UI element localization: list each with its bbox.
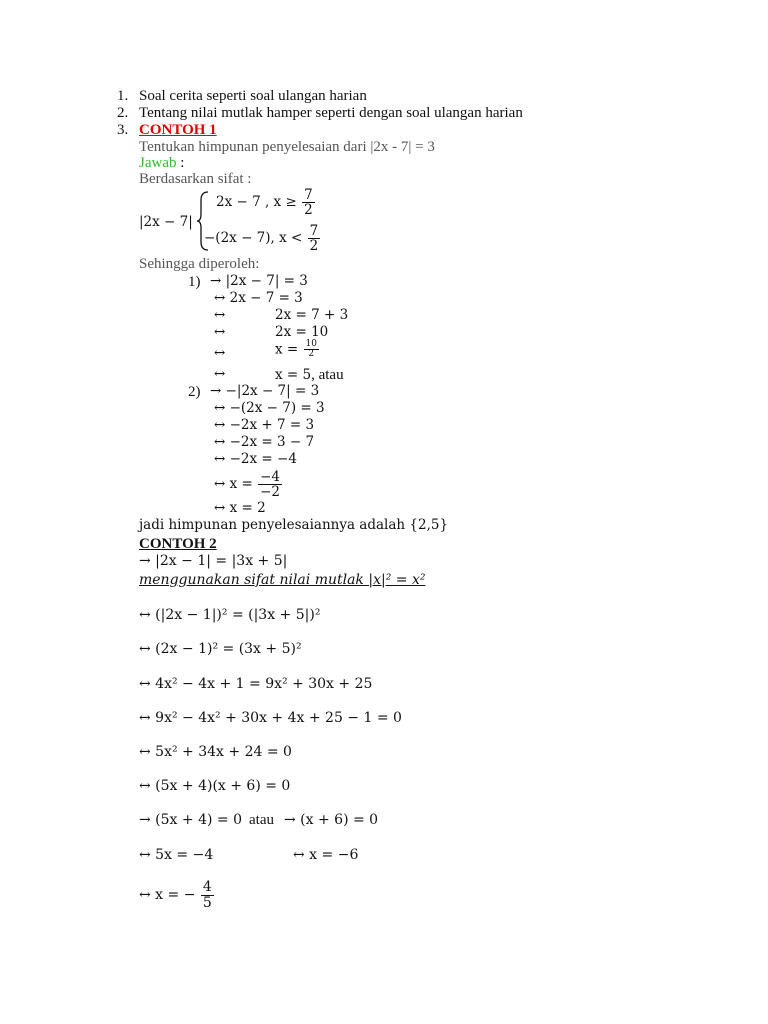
p1-line5 <box>275 340 320 360</box>
p1-line6 <box>275 368 344 383</box>
piecewise-case1 <box>216 188 316 217</box>
p1-line4: 2x = 10 <box>275 324 329 340</box>
p1-line5-lhs: x = <box>275 341 299 358</box>
berdasarkan-sifat: Berdasarkan sifat : <box>139 171 252 187</box>
list-item-1: Soal cerita seperti soal ulangan harian <box>139 88 367 104</box>
p1-line2: ↔ 2x − 7 = 3 <box>214 290 303 306</box>
c2-step2: ↔ (2x − 1)² = (3x + 5)² <box>139 641 302 657</box>
p1-line1: → |2x − 7| = 3 <box>210 273 308 289</box>
list-num-1: 1. <box>117 88 129 104</box>
frac-num: 4 <box>202 879 212 895</box>
c2-split-right: → (x + 6) = 0 <box>284 812 379 828</box>
c2-res-left: ↔ 5x = −4 <box>139 847 214 863</box>
p2-line3: ↔ −2x + 7 = 3 <box>214 417 315 433</box>
p2-line7: ↔ x = 2 <box>214 500 266 516</box>
sehingga: Sehingga diperoleh: <box>139 256 260 272</box>
frac-den: 2 <box>309 238 319 255</box>
p1-line3: 2x = 7 + 3 <box>275 307 349 323</box>
jawab-label: Jawab <box>139 155 177 171</box>
p1-arrow5: ↔ <box>214 345 226 361</box>
contoh2-line1: → |2x − 1| = |3x + 5| <box>139 553 288 569</box>
c2-split-left: → (5x + 4) = 0 <box>139 812 242 828</box>
fraction-7-2-a <box>302 188 315 217</box>
c2-step5: ↔ 5x² + 34x + 24 = 0 <box>139 744 292 760</box>
c2-final <box>139 880 215 910</box>
p2-line6 <box>214 470 283 499</box>
p2-line6-lhs: ↔ x = <box>214 476 253 493</box>
contoh1-title: CONTOH 1 <box>139 122 217 138</box>
p1-arrow4: ↔ <box>214 324 226 340</box>
c2-step3: ↔ 4x² − 4x + 1 = 9x² + 30x + 25 <box>139 676 373 692</box>
case2-text: −(2x − 7), x < <box>204 230 303 247</box>
contoh1-question: Tentukan himpunan penyelesaian dari |2x - 7| = 3 <box>139 139 435 155</box>
frac-den: 5 <box>202 894 212 911</box>
p2-line2: ↔ −(2x − 7) = 3 <box>214 400 325 416</box>
jawab-colon: : <box>176 155 185 171</box>
piecewise-case2 <box>204 224 321 253</box>
piecewise-lhs: |2x − 7| <box>139 214 193 230</box>
list-item-2: Tentang nilai mutlak hamper seperti dengan soal ulangan harian <box>139 105 523 121</box>
c2-final-lhs: ↔ x = − <box>139 887 196 904</box>
fraction-4-5 <box>201 880 214 910</box>
list-num-2: 2. <box>117 105 129 121</box>
list-num-3: 3. <box>117 122 129 138</box>
frac-den: 2 <box>308 349 315 360</box>
frac-den: 2 <box>304 202 313 219</box>
contoh1-conclusion: jadi himpunan penyelesaiannya adalah {2,5} <box>139 517 449 533</box>
c2-split-atau: atau <box>249 812 274 828</box>
c2-step4: ↔ 9x² − 4x² + 30x + 4x + 25 − 1 = 0 <box>139 710 402 726</box>
p1-line6-atau: , atau <box>311 367 344 383</box>
frac-num: 7 <box>309 223 319 239</box>
frac-num: −4 <box>260 469 281 485</box>
fraction-10-2 <box>304 340 319 360</box>
p1-line6-eq: x = 5 <box>275 367 312 383</box>
contoh2-title: CONTOH 2 <box>139 536 217 552</box>
contoh2-sifat: menggunakan sifat nilai mutlak |x|² = x² <box>139 572 426 588</box>
frac-num: 10 <box>305 339 317 349</box>
c2-res-right: ↔ x = −6 <box>293 847 359 863</box>
c2-step1: ↔ (|2x − 1|)² = (|3x + 5|)² <box>139 607 321 623</box>
p1-arrow3: ↔ <box>214 307 226 323</box>
part2-label: 2) <box>188 384 201 400</box>
p2-line4: ↔ −2x = 3 − 7 <box>214 434 315 450</box>
case1-text: 2x − 7 , x ≥ <box>216 194 297 211</box>
frac-den: −2 <box>260 484 281 501</box>
c2-step6: ↔ (5x + 4)(x + 6) = 0 <box>139 778 291 794</box>
fraction-7-2-b <box>308 224 321 253</box>
frac-num: 7 <box>304 187 313 203</box>
fraction-neg4-neg2 <box>258 470 282 499</box>
p2-line1: → −|2x − 7| = 3 <box>210 383 320 399</box>
p1-arrow6: ↔ <box>214 366 226 382</box>
p2-line5: ↔ −2x = −4 <box>214 451 297 467</box>
jawab-line <box>139 156 184 171</box>
part1-label: 1) <box>188 274 201 290</box>
